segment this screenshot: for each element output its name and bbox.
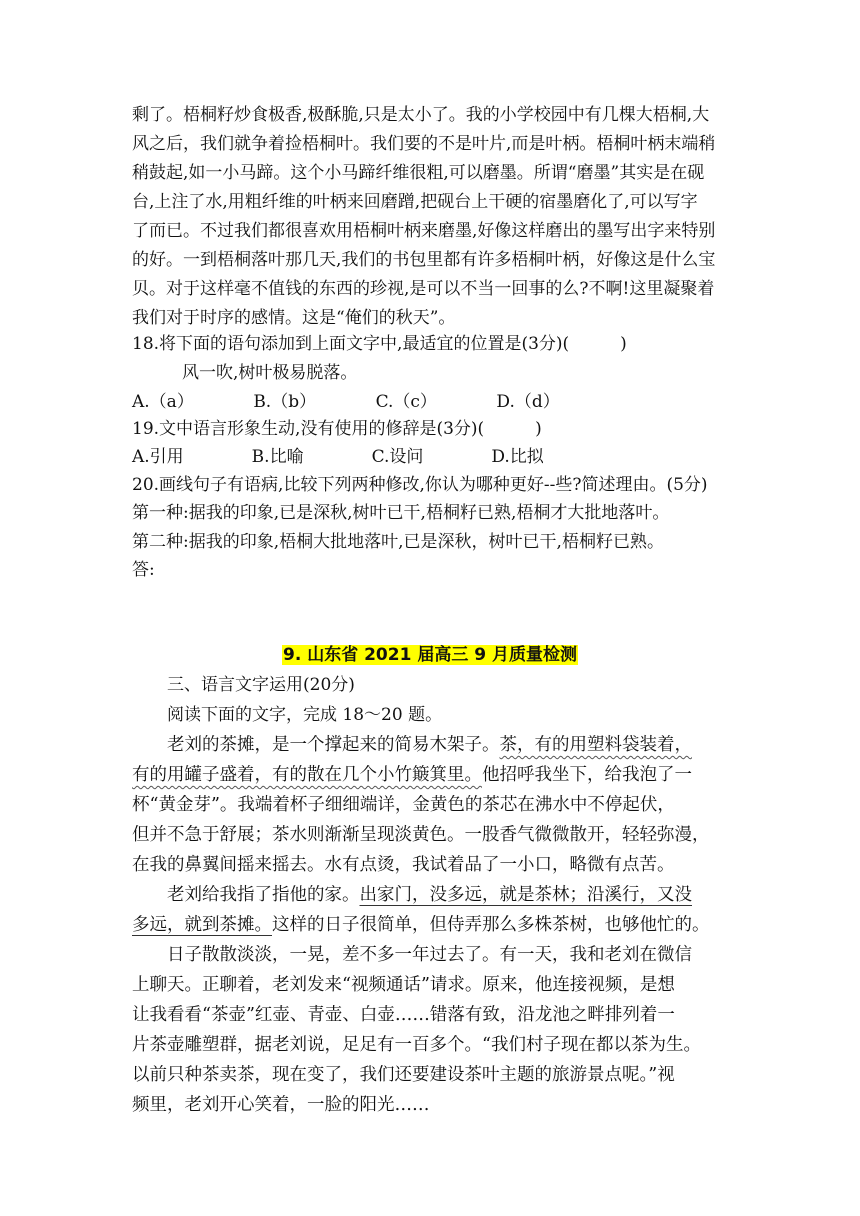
q19-stem: 19.文中语言形象生动,没有使用的修辞是(3分)( ) [132,419,542,439]
passage1-line-7: 贝。对于这样毫不值钱的东西的珍视,是可以不当一回事的么?不啊!这里凝聚着 [132,279,715,299]
p1-line-4: 但并不急于舒展；茶水则渐渐呈现淡黄色。一股香气微微散开，轻轻弥漫， [132,825,710,845]
p1-line-5: 在我的鼻翼间摇来摇去。水有点烫，我试着品了一小口，略微有点苦。 [132,855,675,875]
p1-wavy-underline-1: 茶，有的用塑料袋装着， [499,735,692,755]
p1-line-2 [132,762,692,788]
p3-line-3: 让我看看“茶壶”红壶、青壶、白壶……错落有致，沿龙池之畔排列着一 [132,1005,675,1025]
p2-line-1 [132,882,692,908]
p1-line-1-text: 老刘的茶摊，是一个撑起来的简易木架子。 [132,735,500,755]
passage1-line-3: 稍鼓起,如一小马蹄。这个小马蹄纤维很粗,可以磨墨。所谓“磨墨”其实是在砚 [132,163,705,183]
section-title [0,644,860,666]
q20-second-revision: 第二种:据我的印象,梧桐大批地落叶,已是深秋，树叶已干,梧桐籽已熟。 [132,532,664,552]
q20-stem: 20.画线句子有语病,比较下列两种修改,你认为哪种更好--些?简述理由。(5分) [132,475,708,495]
q20-first-revision: 第一种:据我的印象,已是深秋,树叶已干,梧桐籽已熟,梧桐才大批地落叶。 [132,503,670,523]
p3-line-6: 频里，老刘开心笑着，一脸的阳光…… [132,1095,430,1115]
passage1-line-4: 台,上注了水,用粗纤维的叶柄来回磨蹭,把砚台上干硬的宿墨磨化了,可以写字 [132,192,698,212]
p1-line-3: 杯“黄金芽”。我端着杯子细细端详，金黄色的茶芯在沸水中不停起伏， [132,795,675,815]
p3-line-4: 片茶壶雕塑群，据老刘说，足足有一百多个。“我们村子现在都以茶为生。 [132,1035,701,1055]
section-heading: 三、语言文字运用(20分) [167,675,355,695]
q18-sentence: 风一吹,树叶极易脱落。 [182,363,358,383]
p1-line-2-text: 他招呼我坐下，给我泡了一 [482,765,692,785]
p3-line-1: 日子散散淡淡，一晃，差不多一年过去了。有一天，我和老刘在微信 [132,945,692,965]
q19-options: A.引用 B.比喻 C.设问 D.比拟 [132,447,544,467]
p2-underline-2: 多远，就到茶摊。 [132,915,272,935]
passage1-line-1: 剩了。梧桐籽炒食极香,极酥脆,只是太小了。我的小学校园中有几棵大梧桐,大 [132,105,710,125]
passage1-line-8: 我们对于时序的感情。这是“俺们的秋天”。 [132,308,456,328]
p2-underline-1: 出家门，没多远，就是茶林；沿溪行，又没 [359,885,692,905]
p2-line-2 [132,912,710,938]
q18-stem: 18.将下面的语句添加到上面文字中,最适宜的位置是(3分)( ) [132,334,627,354]
p3-line-5: 以前只种茶卖茶，现在变了，我们还要建设茶叶主题的旅游景点呢。”视 [132,1065,675,1085]
p1-line-1 [132,732,692,758]
section-title-text: 9. 山东省 2021 届高三 9 月质量检测 [282,645,578,665]
p3-line-2: 上聊天。正聊着，老刘发来“视频通话”请求。原来，他连接视频，是想 [132,975,675,995]
passage1-line-6: 的好。一到梧桐落叶那几天,我们的书包里都有许多梧桐叶柄，好像这是什么宝 [132,250,716,270]
passage1-line-5: 了而已。不过我们都很喜欢用梧桐叶柄来磨墨,好像这样磨出的墨写出字来特别 [132,221,716,241]
instruction: 阅读下面的文字，完成 18～20 题。 [167,705,443,725]
q20-answer-label: 答: [132,560,155,580]
p2-line-1-text: 老刘给我指了指他的家。 [132,885,360,905]
passage1-line-2: 风之后，我们就争着捡梧桐叶。我们要的不是叶片,而是叶柄。梧桐叶柄末端稍 [132,134,716,154]
q18-options: A.（a） B.（b） C.（c） D.（d） [132,392,560,412]
p1-wavy-underline-2: 有的用罐子盛着，有的散在几个小竹簸箕里。 [132,765,482,785]
p2-line-2-text: 这样的日子很简单，但侍弄那么多株茶树，也够他忙的。 [272,915,710,935]
